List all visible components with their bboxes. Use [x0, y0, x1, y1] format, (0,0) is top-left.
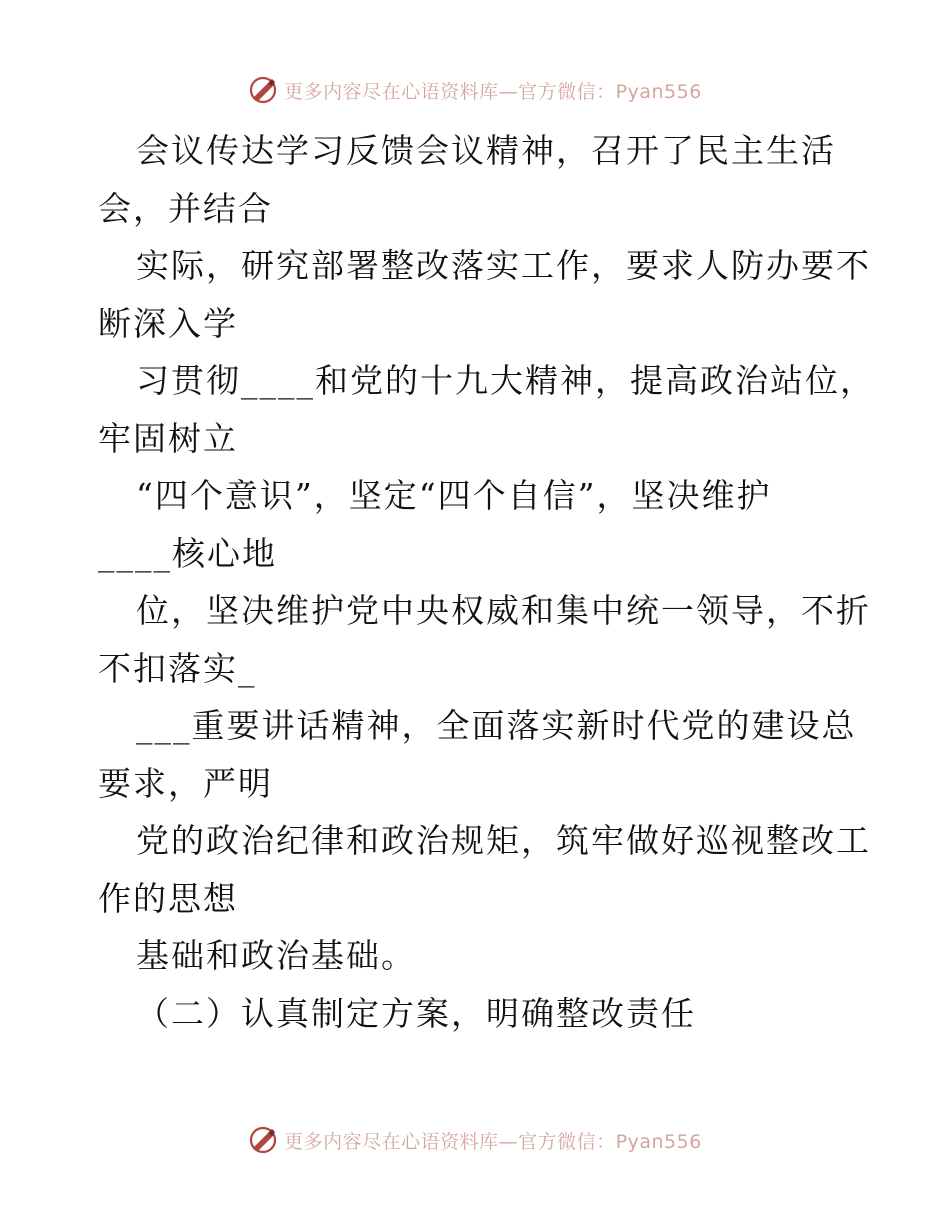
document-body [98, 122, 875, 1042]
text-line: 断深入学 [98, 303, 238, 343]
text-line: 基础和政治基础。 [136, 936, 416, 975]
watermark-text: 更多内容尽在心语资料库—官方微信：Pyan556 [284, 80, 702, 103]
text-line: 会，并结合 [98, 188, 273, 228]
header-watermark [0, 70, 950, 110]
footer-watermark [0, 1120, 950, 1160]
text-line: ___重要讲话精神，全面落实新时代党的建设总 [136, 706, 857, 745]
text-line: ____核心地 [98, 533, 277, 573]
text-line: 作的思想 [98, 878, 238, 918]
text-line: 位，坚决维护党中央权威和集中统一领导，不折 [136, 591, 871, 630]
text-line: 要求，严明 [98, 763, 273, 803]
watermark-text: 更多内容尽在心语资料库—官方微信：Pyan556 [284, 1130, 702, 1153]
text-line: “四个意识”，坚定“四个自信”，坚决维护 [136, 476, 772, 515]
text-line: 实际，研究部署整改落实工作，要求人防办要不 [136, 246, 871, 285]
text-line: 牢固树立 [98, 418, 238, 458]
text-line: 会议传达学习反馈会议精神，召开了民主生活 [136, 131, 836, 170]
pen-logo-icon [248, 75, 278, 105]
text-line: 习贯彻____和党的十九大精神，提高政治站位， [136, 361, 875, 400]
text-line: 不扣落实_ [98, 648, 257, 688]
pen-logo-icon [248, 1125, 278, 1155]
text-line: （二）认真制定方案，明确整改责任 [136, 993, 696, 1033]
text-line: 党的政治纪律和政治规矩，筑牢做好巡视整改工 [136, 821, 871, 860]
